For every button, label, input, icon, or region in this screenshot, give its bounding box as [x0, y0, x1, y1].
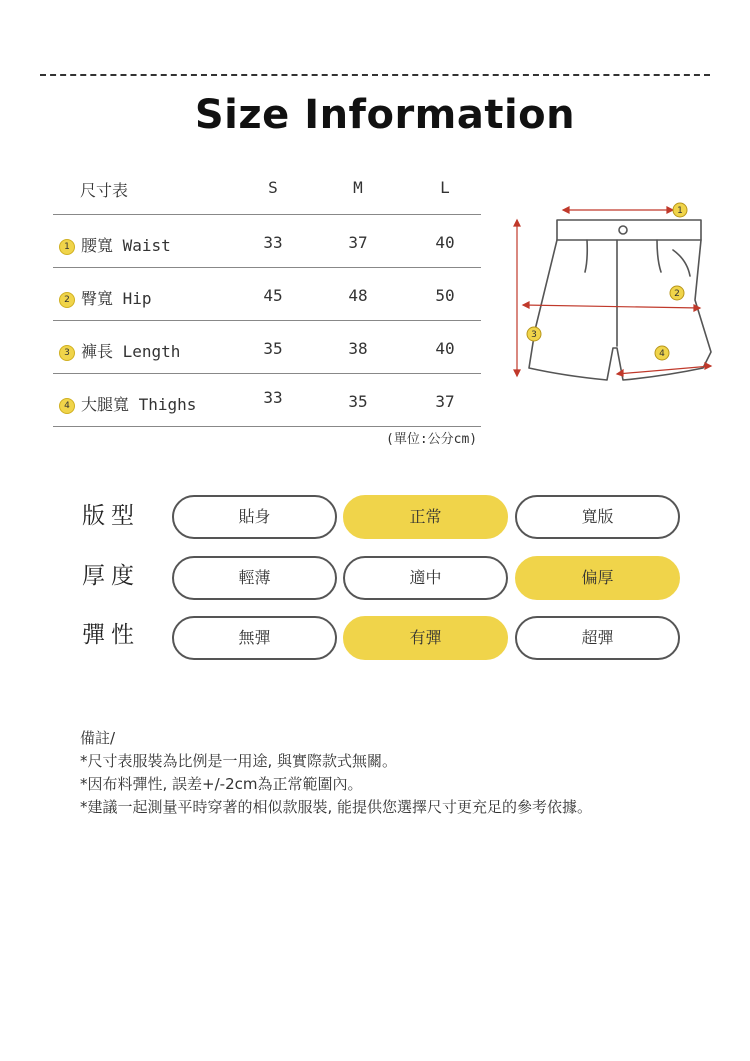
length-label: 褲長 Length [81, 342, 181, 361]
fit-option-regular[interactable]: 正常 [343, 495, 508, 539]
table-cell: 38 [348, 339, 368, 358]
table-row-hip [53, 268, 481, 321]
elasticity-option-stretch[interactable]: 有彈 [343, 616, 508, 660]
size-l-header: L [440, 178, 450, 197]
size-table [53, 162, 481, 427]
note-line: *建議一起測量平時穿著的相似款服裝, 能提供您選擇尺寸更充足的參考依據。 [80, 798, 593, 816]
fit-label: 版型 [82, 503, 140, 529]
thickness-option-thick[interactable]: 偏厚 [515, 556, 680, 600]
marker-3-badge: 3 [59, 345, 75, 361]
table-cell: 50 [435, 286, 455, 305]
table-cell: 35 [263, 339, 283, 358]
table-cell: 33 [263, 233, 283, 252]
diagram-markers [527, 203, 687, 360]
table-row-length [53, 321, 481, 374]
row-label [63, 339, 180, 362]
table-header-label: 尺寸表 [80, 181, 129, 200]
table-cell: 40 [435, 233, 455, 252]
shorts-diagram [505, 190, 730, 390]
size-m-header: M [353, 178, 363, 197]
table-row-waist [53, 215, 481, 268]
elasticity-option-super[interactable]: 超彈 [515, 616, 680, 660]
waist-label: 腰寬 Waist [81, 236, 171, 255]
row-label [63, 233, 171, 256]
diagram-marker-2-text: 2 [674, 289, 680, 299]
table-cell: 37 [348, 233, 368, 252]
top-dashed-divider [40, 74, 710, 76]
shorts-outline [529, 220, 711, 380]
note-line: *因布料彈性, 誤差+/-2cm為正常範圍內。 [80, 775, 363, 793]
marker-4-badge: 4 [59, 398, 75, 414]
marker-2-badge: 2 [59, 292, 75, 308]
thickness-label: 厚度 [82, 563, 140, 589]
row-label [63, 392, 196, 415]
thickness-option-medium[interactable]: 適中 [343, 556, 508, 600]
row-label [63, 286, 152, 309]
table-cell: 48 [348, 286, 368, 305]
diagram-marker-3-text: 3 [531, 330, 537, 340]
table-cell: 35 [348, 392, 368, 411]
unit-note: (單位:公分cm) [386, 432, 478, 447]
note-line: *尺寸表服裝為比例是一用途, 與實際款式無關。 [80, 752, 398, 770]
table-cell: 37 [435, 392, 455, 411]
size-table-header [53, 162, 481, 215]
hip-label: 臀寬 Hip [81, 289, 152, 308]
diagram-marker-1-text: 1 [677, 206, 683, 216]
notes-section [80, 727, 592, 819]
thickness-option-thin[interactable]: 輕薄 [172, 556, 337, 600]
fit-option-loose[interactable]: 寬版 [515, 495, 680, 539]
table-row-thighs [53, 374, 481, 427]
size-s-header: S [268, 178, 278, 197]
elasticity-label: 彈性 [82, 622, 140, 648]
page-title: Size Information [194, 92, 576, 138]
marker-1-badge: 1 [59, 239, 75, 255]
table-cell: 40 [435, 339, 455, 358]
elasticity-option-none[interactable]: 無彈 [172, 616, 337, 660]
diagram-marker-4-text: 4 [659, 349, 665, 359]
table-cell: 33 [263, 388, 283, 407]
fit-option-slim[interactable]: 貼身 [172, 495, 337, 539]
thighs-label: 大腿寬 Thighs [81, 395, 197, 414]
table-cell: 45 [263, 286, 283, 305]
notes-heading: 備註/ [80, 729, 116, 747]
